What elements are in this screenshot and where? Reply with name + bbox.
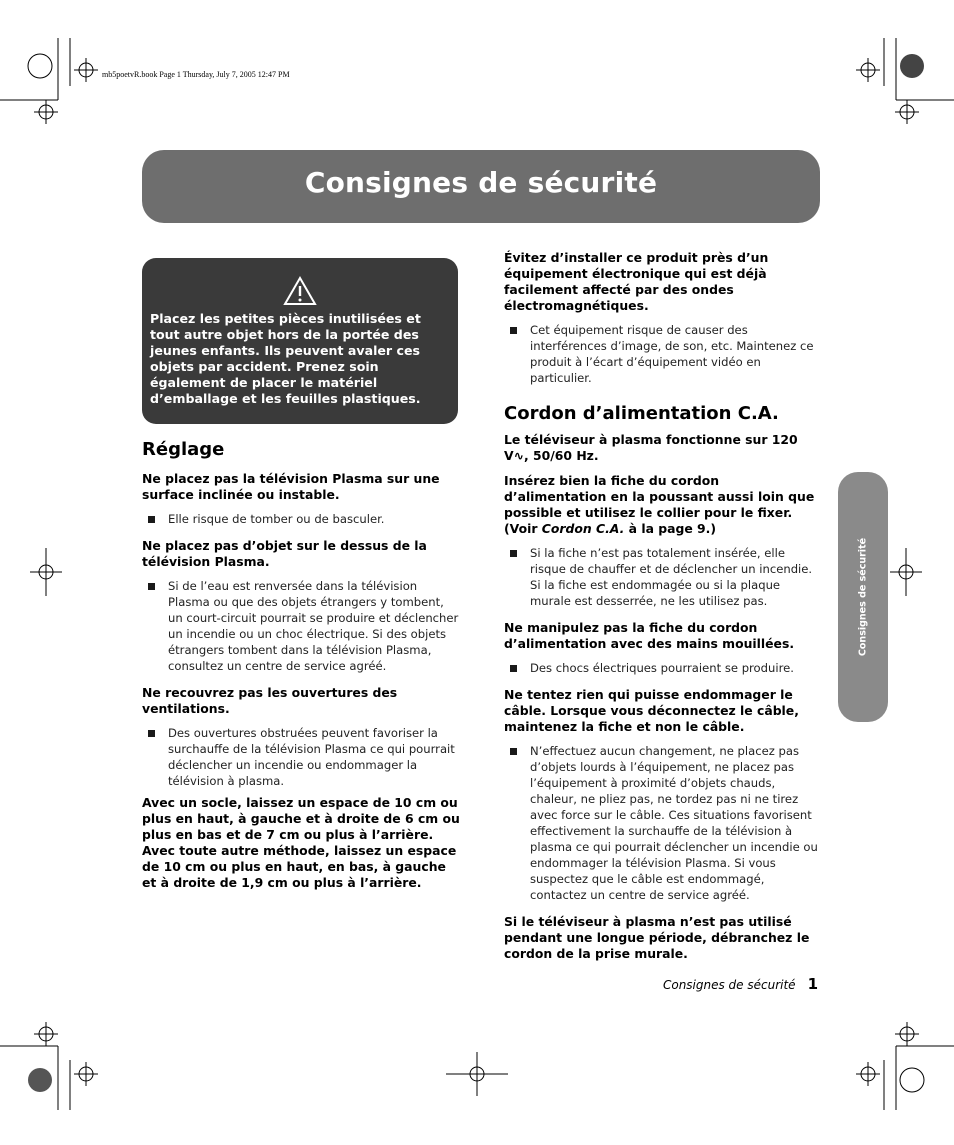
page-reference: Cordon C.A.	[541, 521, 625, 536]
bullet-icon	[510, 665, 517, 672]
side-tab-label: Consignes de sécurité	[857, 537, 869, 657]
list-item: Si la fiche n’est pas totalement insérée, elle risque de chauffer et de déclencher un incendie. Si la fiche est endommagée ou si la plaque murale est desserrée, ne les utilisez pas.	[504, 545, 820, 609]
warning-triangle-icon	[283, 276, 317, 306]
page-footer	[663, 975, 818, 993]
instruction-bold: Ne recouvrez pas les ouvertures des ventilations.	[142, 685, 398, 716]
list-item: Cet équipement risque de causer des interférences d’image, de son, etc. Maintenez ce produit à l’écart d’équipement vidéo en particulier.	[504, 322, 820, 386]
list-item: N’effectuez aucun changement, ne placez pas d’objets lourds à l’équipement, ne placez pas l’équipement à proximité d’objets chauds, chaleur, ne pliez pas, ne tordez pas ni ne tirez avec force sur le câble. Ces situations favorisent effectivement la surchauffe de la télévision à plasma ce qui pourrait déclencher un incendie ou endommager la télévision Plasma. Si vous suspectez que le câble est endommagé, contactez un centre de service agréé.	[504, 743, 820, 903]
instruction-bold: Évitez d’installer ce produit près d’un équipement électronique qui est déjà facilement affecté par des ondes électromagnétiques.	[504, 250, 769, 313]
section-heading-cordon: Cordon d’alimentation C.A.	[504, 403, 779, 424]
warning-text: Placez les petites pièces inutilisées et tout autre objet hors de la portée des jeunes enfants. Ils peuvent avaler ces objets par accident. Prenez soin également de placer le matériel d’emballage et les feuilles plastiques.	[150, 311, 421, 406]
bullet-icon	[510, 327, 517, 334]
instruction-bold: Si le téléviseur à plasma n’est pas utilisé pendant une longue période, débranchez le cordon de la prise murale.	[504, 914, 810, 961]
bullet-icon	[148, 730, 155, 737]
instruction-bold: Insérez bien la fiche du cordon d’alimentation en la poussant aussi loin que possible et utilisez le collier pour le fixer. (Voir Cordon C.A. à la page 9.)	[504, 473, 815, 536]
title-band	[142, 150, 820, 223]
instruction-bold: Ne tentez rien qui puisse endommager le câble. Lorsque vous déconnectez le câble, maintenez la fiche et non le câble.	[504, 687, 799, 734]
bullet-icon	[510, 748, 517, 755]
bullet-icon	[148, 583, 155, 590]
instruction-bold: Ne placez pas d’objet sur le dessus de la télévision Plasma.	[142, 538, 427, 569]
footer-label: Consignes de sécurité	[662, 978, 796, 992]
page-title: Consignes de sécurité	[304, 166, 658, 199]
warning-box	[142, 258, 458, 424]
side-tab	[838, 472, 888, 722]
instruction-bold: Ne placez pas la télévision Plasma sur une surface inclinée ou instable.	[142, 471, 440, 502]
list-item: Des ouvertures obstruées peuvent favoriser la surchauffe de la télévision Plasma ce qui pourrait déclencher un incendie ou endommager la télévision à plasma.	[142, 725, 460, 789]
bullet-icon	[510, 550, 517, 557]
list-item: Elle risque de tomber ou de basculer.	[142, 511, 460, 527]
list-item: Des chocs électriques pourraient se produire.	[504, 660, 820, 676]
section-heading-reglage: Réglage	[142, 439, 225, 460]
left-column	[142, 438, 460, 891]
right-column	[504, 250, 820, 962]
page-number: 1	[807, 975, 818, 993]
book-info: mb5poetvR.book Page 1 Thursday, July 7, 2005 12:47 PM	[102, 70, 290, 79]
instruction-bold: Le téléviseur à plasma fonctionne sur 120 V∿, 50/60 Hz.	[504, 432, 798, 463]
instruction-bold: Ne manipulez pas la fiche du cordon d’alimentation avec des mains mouillées.	[504, 620, 795, 651]
instruction-bold: Avec un socle, laissez un espace de 10 cm ou plus en haut, à gauche et à droite de 6 cm ou plus en bas et de 7 cm ou plus à l’arrière. Avec toute autre méthode, laissez un espace de 10 cm ou plus en haut, en bas, à gauche et à droite de 1,9 cm ou plus à l’arrière.	[142, 795, 460, 890]
bullet-icon	[148, 516, 155, 523]
list-item: Si de l’eau est renversée dans la télévision Plasma ou que des objets étrangers y tombent, un court-circuit pourrait se produire et déclencher un incendie ou un choc électrique. Si des objets étrangers tombent dans la télévision Plasma, consultez un centre de service agréé.	[142, 578, 460, 674]
